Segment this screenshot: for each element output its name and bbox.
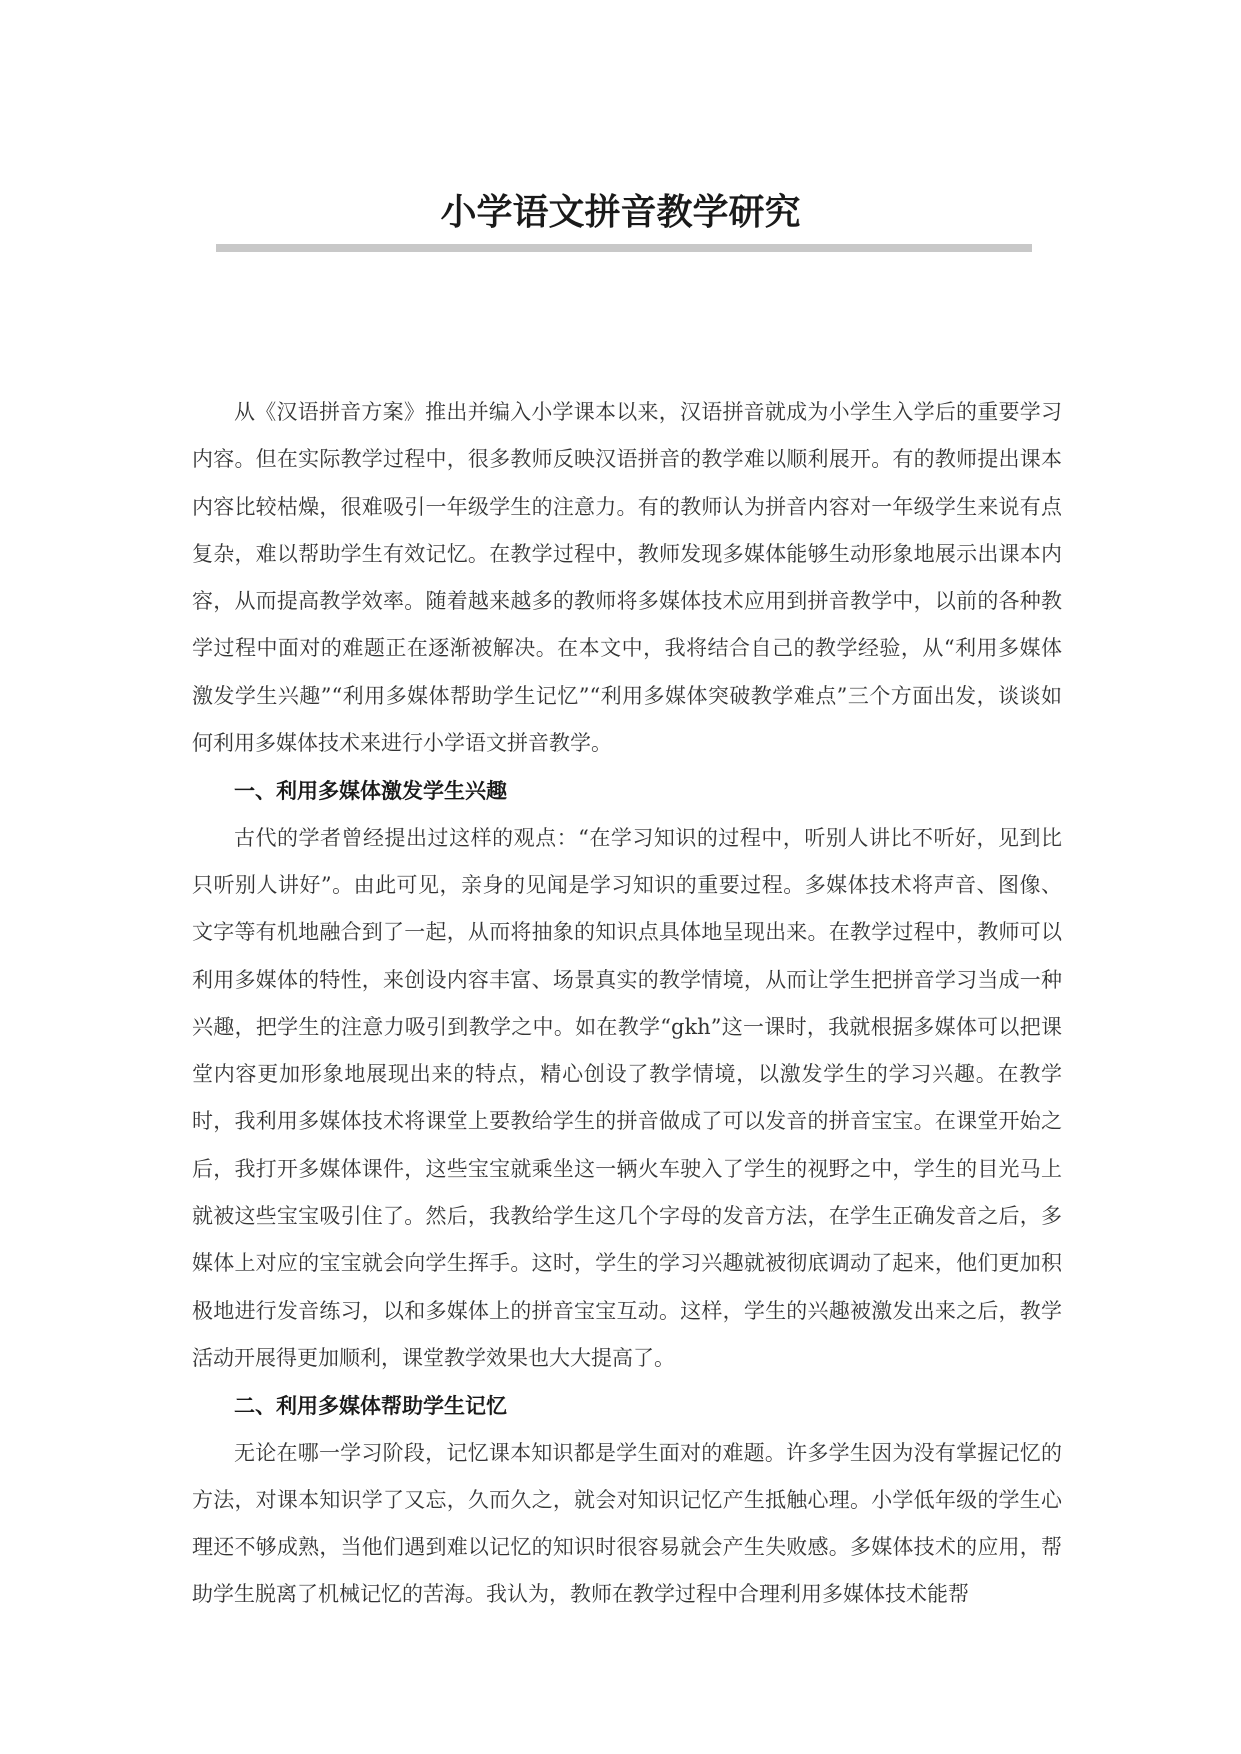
intro-paragraph: 从《汉语拼音方案》推出并编入小学课本以来，汉语拼音就成为小学生入学后的重要学习内容。但在实际教学过程中，很多教师反映汉语拼音的教学难以顺利展开。有的教师提出课本内容比较枯燥，很难吸引一年级学生的注意力。有的教师认为拼音内容对一年级学生来说有点复杂，难以帮助学生有效记忆。在教学过程中，教师发现多媒体能够生动形象地展示出课本内容，从而提高教学效率。随着越来越多的教师将多媒体技术应用到拼音教学中，以前的各种教学过程中面对的难题正在逐渐被解决。在本文中，我将结合自己的教学经验，从“利用多媒体激发学生兴趣”“利用多媒体帮助学生记忆”“利用多媒体突破教学难点”三个方面出发，谈谈如何利用多媒体技术来进行小学语文拼音教学。 (192, 400, 1062, 756)
section-paragraph: 古代的学者曾经提出过这样的观点：“在学习知识的过程中，听别人讲比不听好，见到比只听别人讲好”。由此可见，亲身的见闻是学习知识的重要过程。多媒体技术将声音、图像、文字等有机地融合到了一起，从而将抽象的知识点具体地呈现出来。在教学过程中，教师可以利用多媒体的特性，来创设内容丰富、场景真实的教学情境，从而让学生把拼音学习当成一种兴趣，把学生的注意力吸引到教学之中。如在教学“gkh”这一课时，我就根据多媒体可以把课堂内容更加形象地展现出来的特点，精心创设了教学情境，以激发学生的学习兴趣。在教学时，我利用多媒体技术将课堂上要教给学生的拼音做成了可以发音的拼音宝宝。在课堂开始之后，我打开多媒体课件，这些宝宝就乘坐这一辆火车驶入了学生的视野之中，学生的目光马上就被这些宝宝吸引住了。然后，我教给学生这几个字母的发音方法，在学生正确发音之后，多媒体上对应的宝宝就会向学生挥手。这时，学生的学习兴趣就被彻底调动了起来，他们更加积极地进行发音练习，以和多媒体上的拼音宝宝互动。这样，学生的兴趣被激发出来之后，教学活动开展得更加顺利，课堂教学效果也大大提高了。 (192, 825, 1062, 1370)
section-heading: 一、利用多媒体激发学生兴趣 (234, 778, 507, 804)
document-body (192, 389, 1062, 1619)
section-heading: 二、利用多媒体帮助学生记忆 (234, 1393, 507, 1419)
section-paragraph: 无论在哪一学习阶段，记忆课本知识都是学生面对的难题。许多学生因为没有掌握记忆的方法，对课本知识学了又忘，久而久之，就会对知识记忆产生抵触心理。小学低年级的学生心理还不够成熟，当他们遇到难以记忆的知识时很容易就会产生失败感。多媒体技术的应用，帮助学生脱离了机械记忆的苦海。我认为，教师在教学过程中合理利用多媒体技术能帮 (192, 1440, 1062, 1607)
document-title: 小学语文拼音教学研究 (440, 191, 801, 233)
title-underline (216, 244, 1032, 252)
